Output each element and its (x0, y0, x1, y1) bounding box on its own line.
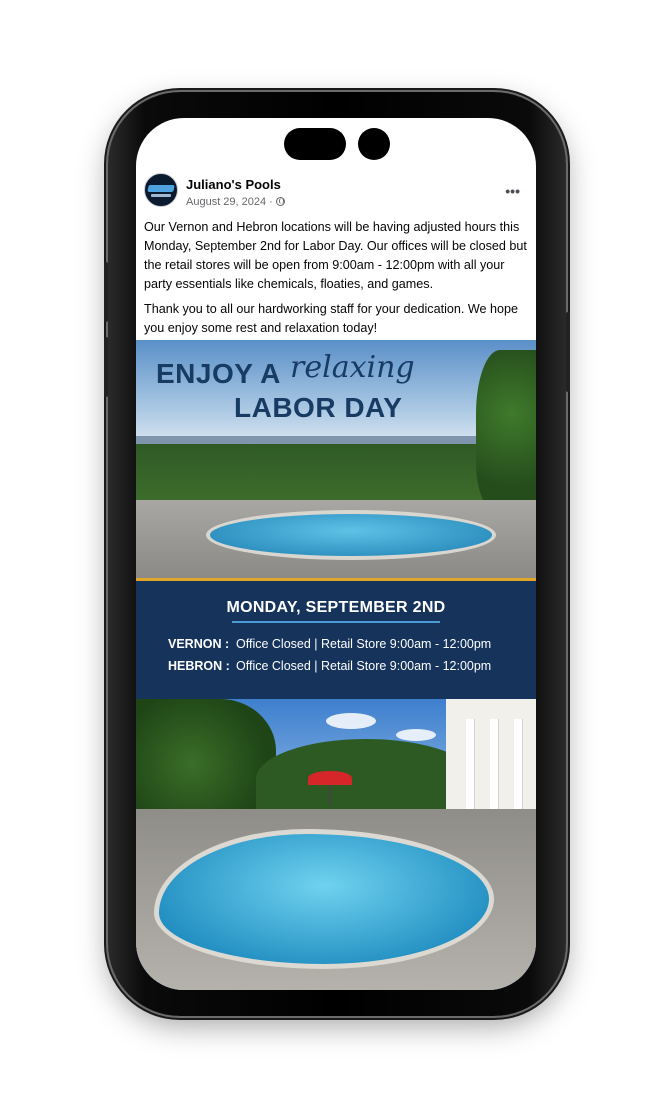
globe-icon (276, 197, 285, 206)
pool-photo-bottom[interactable] (136, 699, 536, 990)
volume-up-button (104, 262, 108, 322)
house-porch (446, 699, 536, 809)
brand-logo-subtext (151, 194, 171, 197)
hours-row-vernon (168, 637, 491, 651)
porch-column (490, 719, 498, 809)
post-paragraph-2: Thank you to all our hardworking staff for your dedication. We hope you enjoy some rest and relaxation today! (144, 302, 519, 335)
treeline (256, 739, 476, 819)
headline-relaxing: relaxing (290, 350, 415, 385)
dynamic-island-camera (358, 128, 390, 160)
umbrella (308, 771, 352, 785)
umbrella-pole (329, 785, 331, 805)
banner-underline (232, 621, 440, 623)
hours-banner (136, 581, 536, 699)
power-button (566, 312, 570, 392)
location-label: VERNON : (168, 637, 230, 651)
post-paragraph-1: Our Vernon and Hebron locations will be having adjusted hours this Monday, September 2nd for Labor Day. Our offices will be closed but the retail stores will be open from 9:00am - 12:00pm with all your party essentials like chemicals, floaties, and games. (144, 220, 527, 291)
location-label: HEBRON : (168, 659, 230, 673)
cloud (396, 729, 436, 741)
post-date[interactable] (186, 196, 285, 208)
post-text (144, 218, 528, 344)
hours-text: Office Closed | Retail Store 9:00am - 12:00pm (236, 659, 492, 673)
tree-cluster (476, 350, 536, 510)
cloud (326, 713, 376, 729)
porch-column (514, 719, 522, 809)
page-name[interactable]: Juliano's Pools (186, 177, 281, 192)
porch-column (466, 719, 474, 809)
page-avatar[interactable] (144, 173, 178, 207)
more-options-icon[interactable]: ••• (505, 183, 520, 199)
post-header (144, 173, 528, 213)
pool (206, 510, 496, 560)
pool-photo-top[interactable] (136, 340, 536, 580)
headline-labor-day: LABOR DAY (234, 392, 403, 423)
banner-title: MONDAY, SEPTEMBER 2ND (226, 599, 446, 616)
post-date-text: August 29, 2024 · (186, 196, 273, 208)
headline-enjoy: ENJOY A (156, 358, 281, 389)
phone-screen (136, 118, 536, 990)
brand-logo-mark (147, 185, 174, 192)
hours-text: Office Closed | Retail Store 9:00am - 12:00pm (236, 637, 492, 651)
hours-row-hebron (168, 659, 491, 673)
volume-down-button (104, 337, 108, 397)
pool (154, 829, 494, 969)
dynamic-island-left (284, 128, 346, 160)
